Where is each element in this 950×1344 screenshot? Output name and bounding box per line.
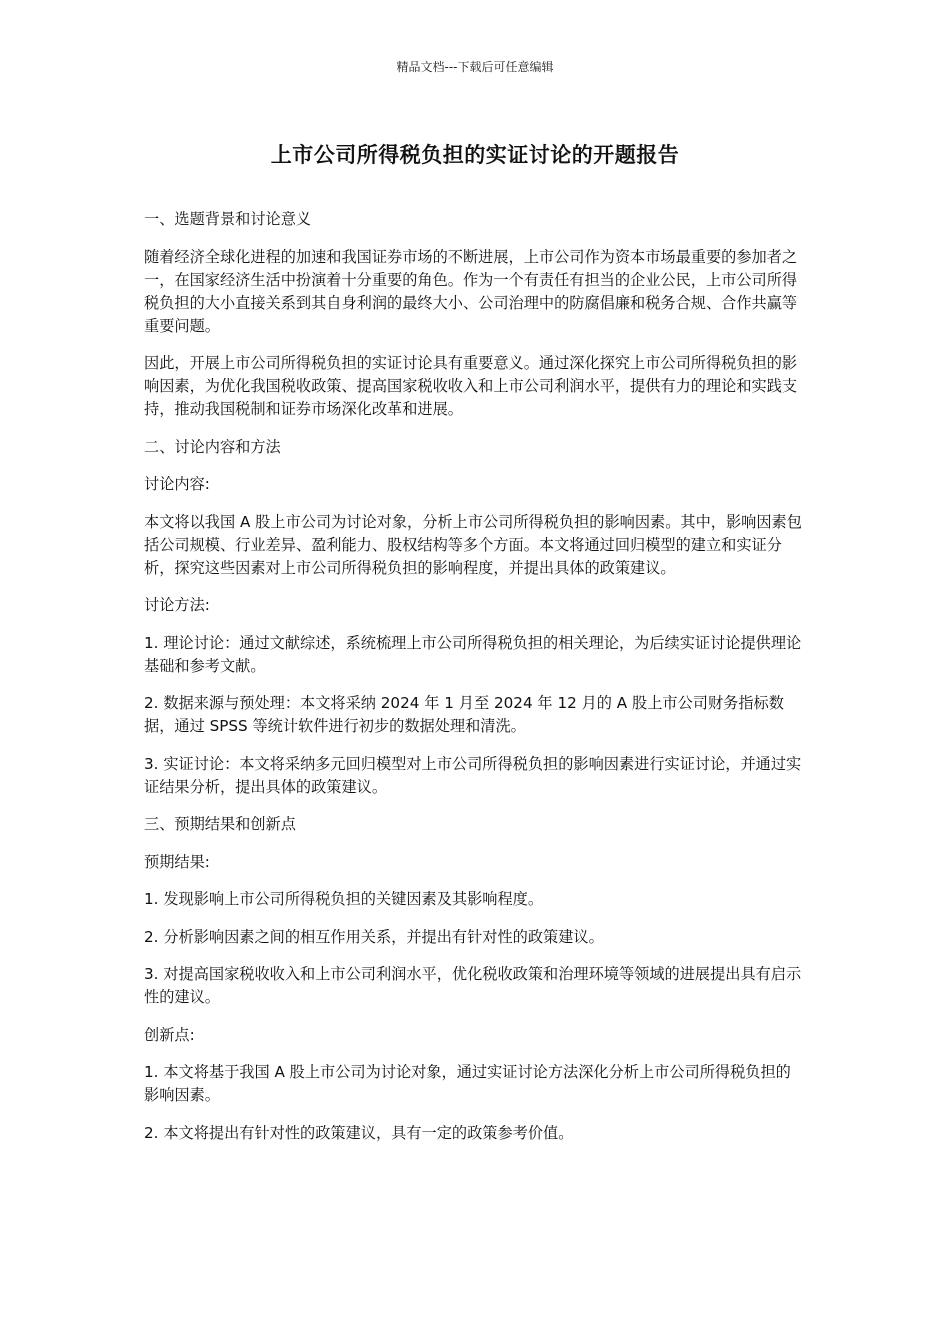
list-item-innovation-2: 2. 本文将提出有针对性的政策建议，具有一定的政策参考价值。 xyxy=(144,1123,574,1142)
list-item-result-2: 2. 分析影响因素之间的相互作用关系，并提出有针对性的政策建议。 xyxy=(144,927,604,946)
list-item-result-3: 3. 对提高国家税收收入和上市公司利润水平，优化税收政策和治理环境等领域的进展提出具有启示性的建议。 xyxy=(144,965,802,1006)
list-item-method-2: 2. 数据来源与预处理：本文将采纳 2024 年 1 月至 2024 年 12 月的 A 股上市公司财务指标数据，通过 SPSS 等统计软件进行初步的数据处理和清洗。 xyxy=(144,694,784,735)
subheading-method: 讨论方法: xyxy=(144,596,210,614)
section-heading-content-method: 二、讨论内容和方法 xyxy=(144,437,281,456)
header-note: 精品文档---下载后可任意编辑 xyxy=(396,60,554,74)
section-heading-background: 一、选题背景和讨论意义 xyxy=(144,210,312,228)
paragraph-background: 随着经济全球化进程的加速和我国证券市场的不断进展，上市公司作为资本市场最重要的参加者之一，在国家经济生活中扮演着十分重要的角色。作为一个有责任有担当的企业公民，上市公司所得税负担的大小直接关系到其自身利润的最终大小、公司治理中的防腐倡廉和税务合规、合作共赢等重要问题。 xyxy=(144,247,798,335)
list-item-result-1: 1. 发现影响上市公司所得税负担的关键因素及其影响程度。 xyxy=(144,890,544,908)
document-title: 上市公司所得税负担的实证讨论的开题报告 xyxy=(270,143,680,167)
list-item-method-3: 3. 实证讨论：本文将采纳多元回归模型对上市公司所得税负担的影响因素进行实证讨论，并通过实证结果分析，提出具体的政策建议。 xyxy=(144,754,802,796)
subheading-content: 讨论内容: xyxy=(144,475,210,493)
paragraph-content: 本文将以我国 A 股上市公司为讨论对象，分析上市公司所得税负担的影响因素。其中，影响因素包括公司规模、行业差异、盈利能力、股权结构等多个方面。本文将通过回归模型的建立和实证分析，探究这些因素对上市公司所得税负担的影响程度，并提出具体的政策建议。 xyxy=(144,512,802,577)
subheading-expected-results: 预期结果: xyxy=(144,852,210,871)
paragraph-significance: 因此，开展上市公司所得税负担的实证讨论具有重要意义。通过深化探究上市公司所得税负担的影响因素，为优化我国税收政策、提高国家税收收入和上市公司利润水平，提供有力的理论和实践支持，推动我国税制和证券市场深化改革和进展。 xyxy=(144,354,798,418)
list-item-method-1: 1. 理论讨论：通过文献综述，系统梳理上市公司所得税负担的相关理论，为后续实证讨论提供理论基础和参考文献。 xyxy=(144,633,802,675)
section-heading-results: 三、预期结果和创新点 xyxy=(144,815,296,833)
list-item-innovation-1: 1. 本文将基于我国 A 股上市公司为讨论对象，通过实证讨论方法深化分析上市公司所得税负担的影响因素。 xyxy=(144,1063,791,1104)
subheading-innovation: 创新点: xyxy=(144,1025,195,1044)
document-body xyxy=(144,208,804,1159)
